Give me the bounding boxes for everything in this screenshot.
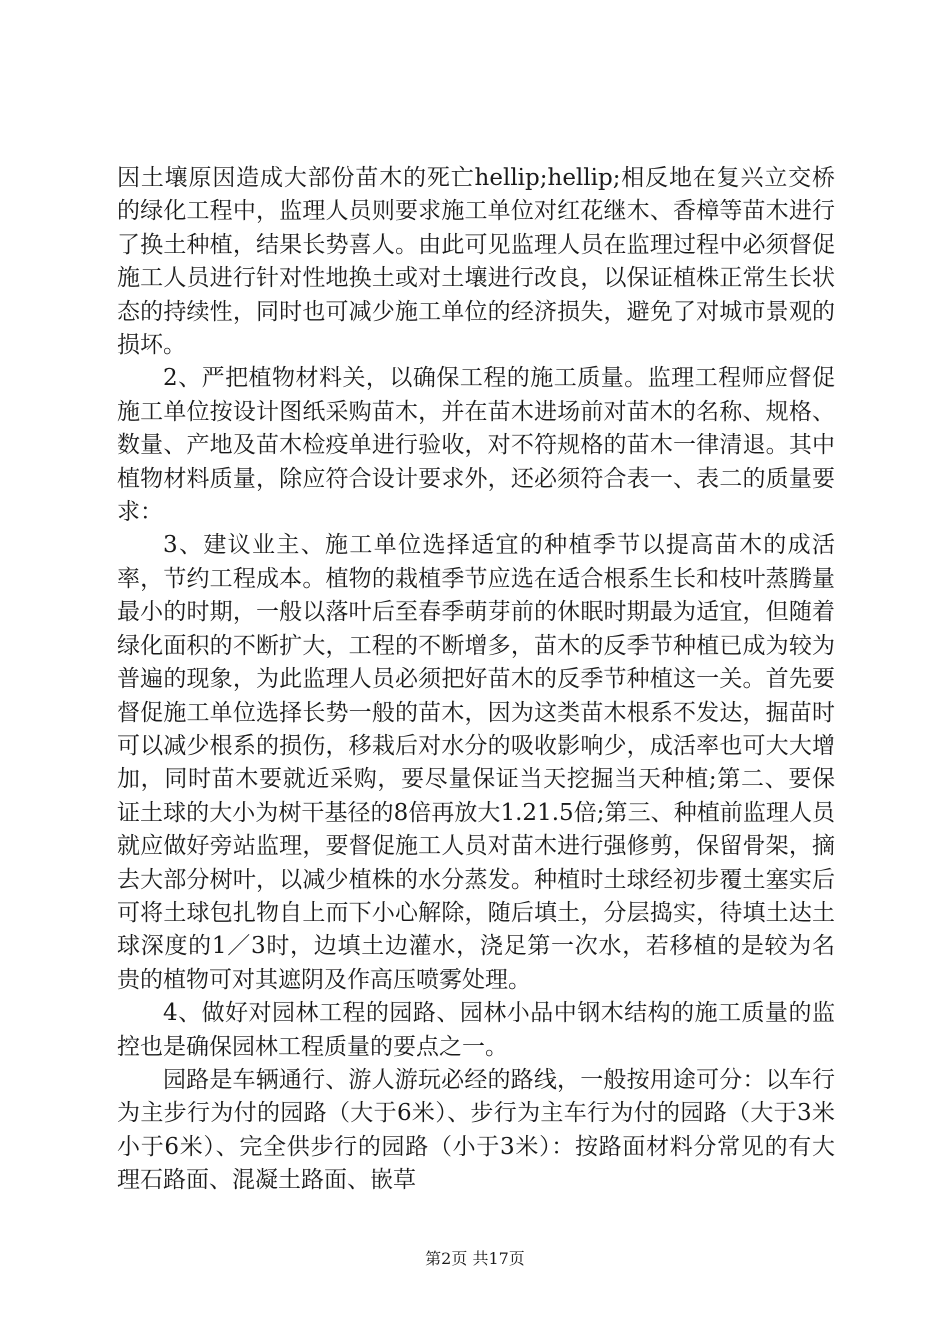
page-number-footer: 第2页 共17页 <box>425 1249 525 1268</box>
paragraph-3: 3、建议业主、施工单位选择适宜的种植季节以提高苗木的成活率，节约工程成本。植物的栽植季节应选在适合根系生长和枝叶蒸腾量最小的时期，一般以落叶后至春季萌芽前的休眠时期最为适宜，但随着绿化面积的不断扩大，工程的不断增多，苗木的反季节种植已成为较为普遍的现象，为此监理人员必须把好苗木的反季节种植这一关。首先要督促施工单位选择长势一般的苗木，因为这类苗木根系不发达，掘苗时可以减少根系的损伤，移栽后对水分的吸收影响少，成活率也可大大增加，同时苗木要就近采购，要尽量保证当天挖掘当天种植;第二、要保证土球的大小为树干基径的8倍再放大1.21.5倍;第三、种植前监理人员就应做好旁站监理，要督促施工人员对苗木进行强修剪，保留骨架，摘去大部分树叶，以减少植株的水分蒸发。种植时土球经初步覆土塞实后可将土球包扎物自上而下小心解除，随后填土，分层捣实，待填土达土球深度的1／3时，边填土边灌水，浇足第一次水，若移植的是较为名贵的植物可对其遮阴及作高压喷雾处理。 <box>117 532 835 993</box>
paragraph-2: 2、严把植物材料关，以确保工程的施工质量。监理工程师应督促施工单位按设计图纸采购苗木，并在苗木进场前对苗木的名称、规格、数量、产地及苗木检疫单进行验收，对不符规格的苗木一律清退。其中植物材料质量，除应符合设计要求外，还必须符合表一、表二的质量要求： <box>117 365 835 526</box>
paragraph-4: 4、做好对园林工程的园路、园林小品中钢木结构的施工质量的监控也是确保园林工程质量的要点之一。 <box>117 1000 835 1060</box>
paragraph-5: 园路是车辆通行、游人游玩必经的路线，一般按用途可分：以车行为主步行为付的园路（大于6米）、步行为主车行为付的园路（大于3米小于6米）、完全供步行的园路（小于3米）：按路面材料分常见的有大理石路面、混凝土路面、嵌草 <box>117 1066 835 1194</box>
document-body <box>117 162 835 1198</box>
paragraph-1: 因土壤原因造成大部份苗木的死亡hellip;hellip;相反地在复兴立交桥的绿化工程中，监理人员则要求施工单位对红花继木、香樟等苗木进行了换土种植，结果长势喜人。由此可见监理人员在监理过程中必须督促施工人员进行针对性地换土或对土壤进行改良，以保证植株正常生长状态的持续性，同时也可减少施工单位的经济损失，避免了对城市景观的损坏。 <box>117 165 835 359</box>
